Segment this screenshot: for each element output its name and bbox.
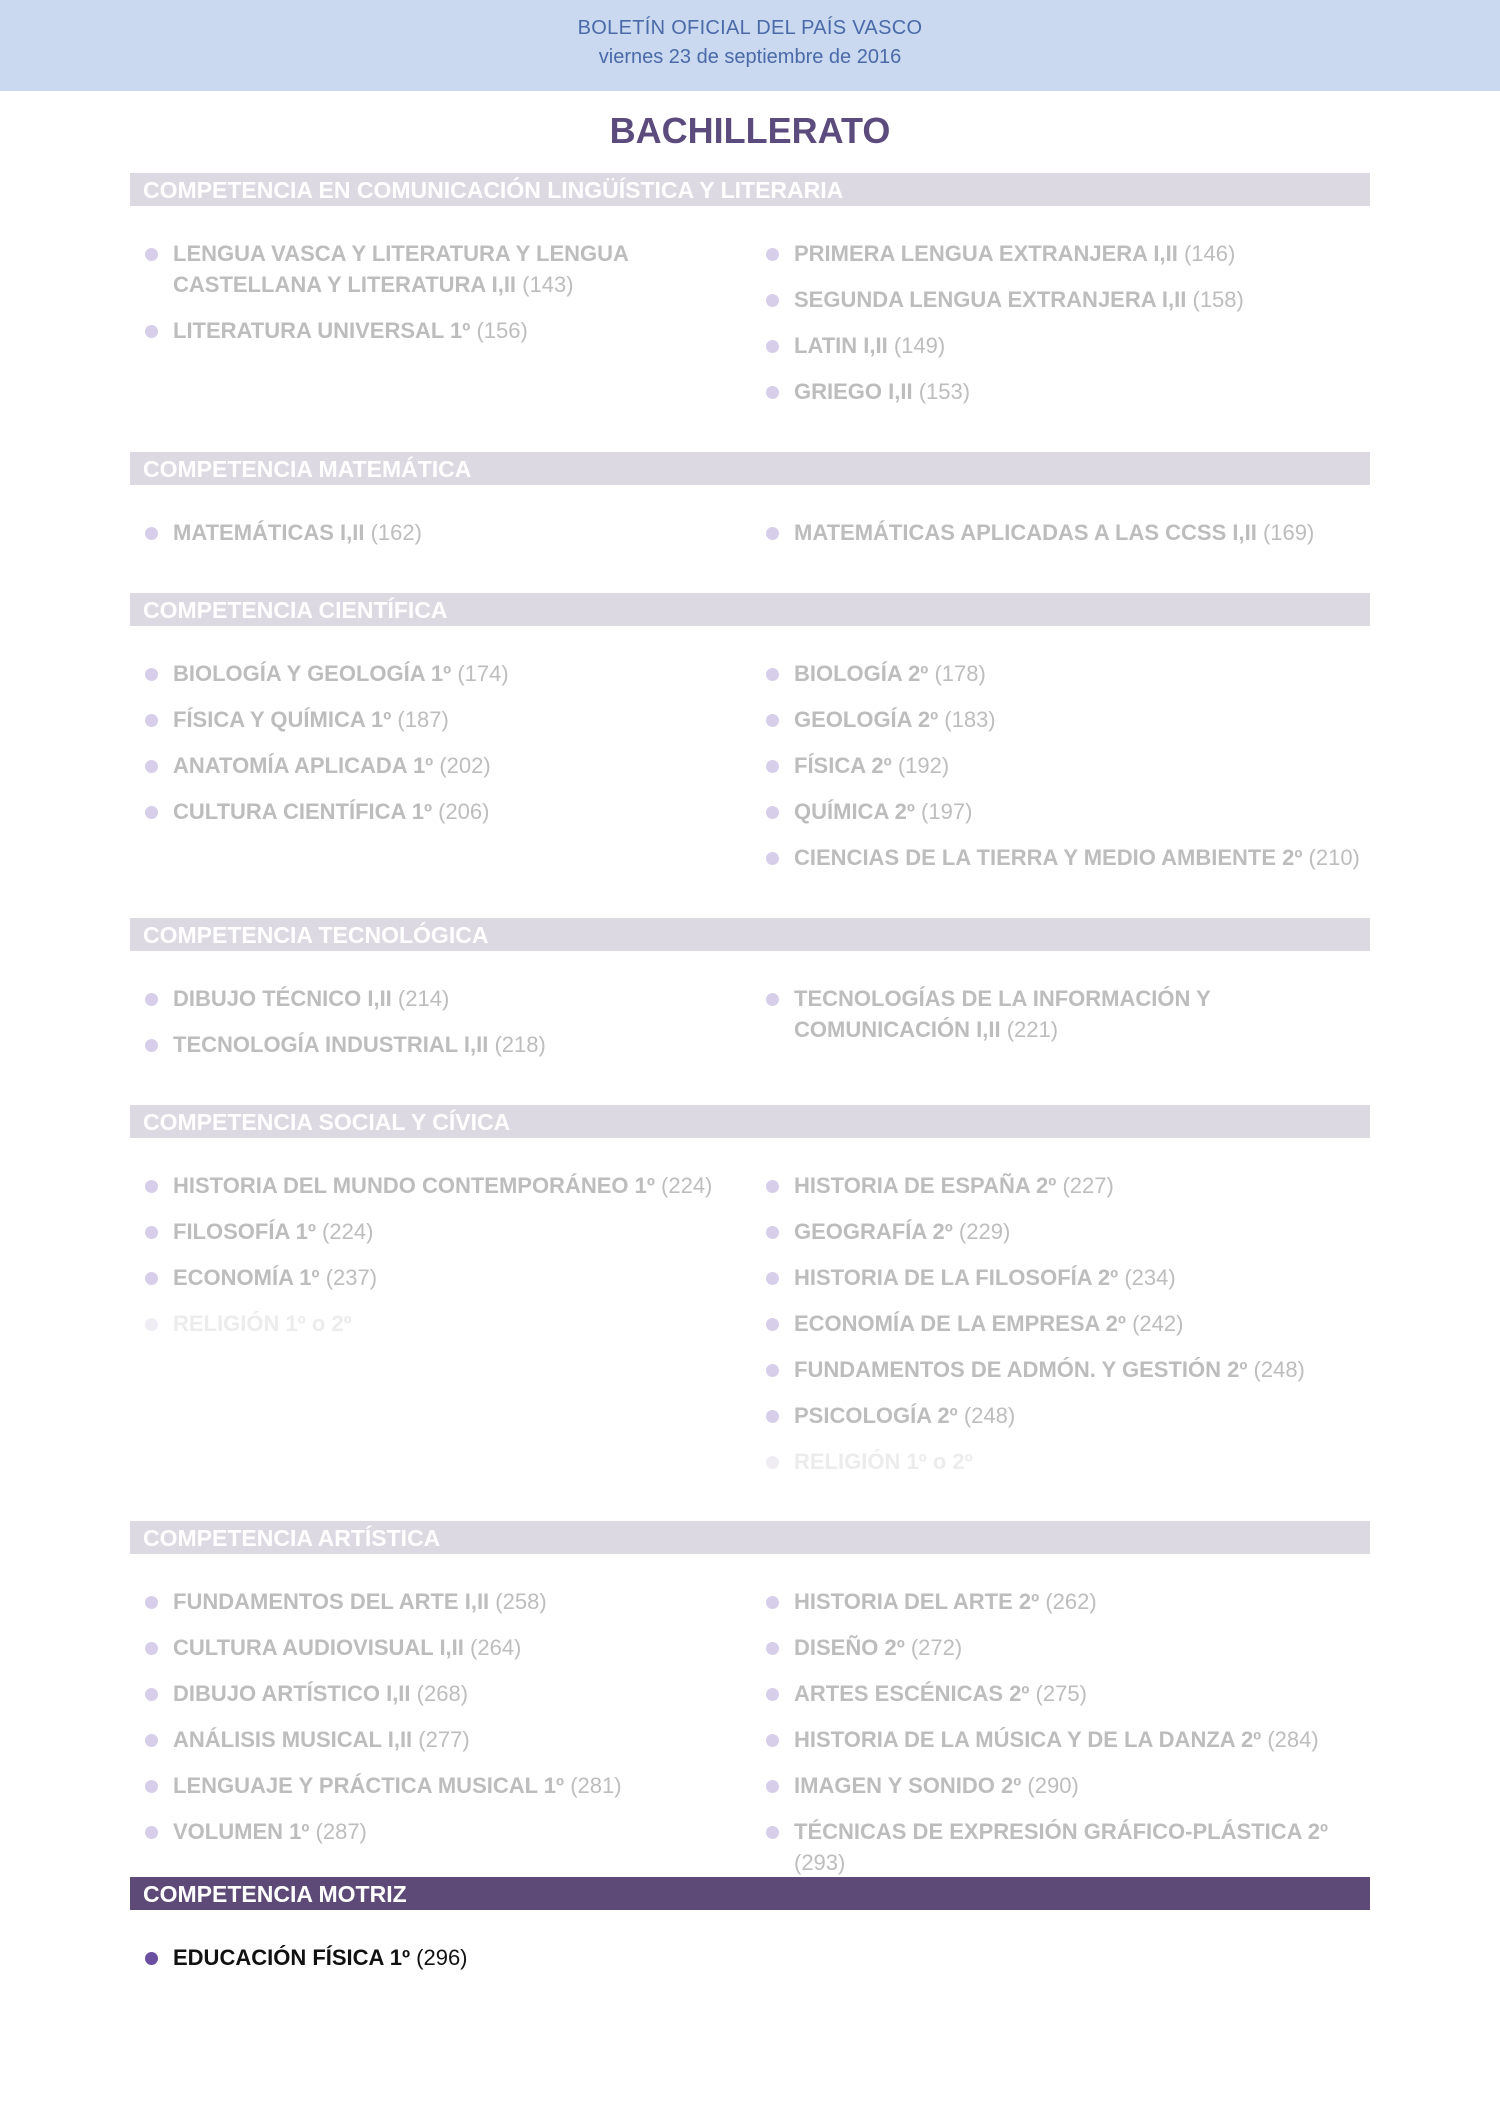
bullet-icon: [145, 1734, 158, 1747]
page-number: (224): [661, 1173, 713, 1198]
subject-item: [145, 658, 755, 689]
subject-item: [766, 704, 1376, 735]
bullet-icon: [145, 248, 158, 261]
subject-item: [145, 1632, 755, 1663]
subject-name: PRIMERA LENGUA EXTRANJERA I,II: [794, 241, 1178, 266]
bullet-icon: [766, 527, 779, 540]
subject-name: CULTURA CIENTÍFICA 1º: [173, 799, 432, 824]
subject-name: TÉCNICAS DE EXPRESIÓN GRÁFICO-PLÁSTICA 2º: [794, 1819, 1329, 1844]
bullet-icon: [145, 1039, 158, 1052]
subject-item: [145, 1678, 755, 1709]
page-number: (143): [522, 272, 574, 297]
page-number: (174): [457, 661, 509, 686]
bullet-icon: [766, 1734, 779, 1747]
bullet-icon: [766, 668, 779, 681]
bullet-icon: [766, 386, 779, 399]
page-number: (287): [315, 1819, 367, 1844]
bullet-icon: [145, 527, 158, 540]
subject-name: GEOLOGÍA 2º: [794, 707, 939, 732]
bullet-icon: [145, 806, 158, 819]
subject-item: [145, 1816, 755, 1847]
subject-list-right: [766, 658, 1376, 888]
page-number: (275): [1035, 1681, 1087, 1706]
bullet-icon: [766, 760, 779, 773]
subject-item: [145, 796, 755, 827]
subject-list-right: [766, 238, 1376, 422]
subject-name: FUNDAMENTOS DE ADMÓN. Y GESTIÓN 2º: [794, 1357, 1248, 1382]
subject-name: MATEMÁTICAS APLICADAS A LAS CCSS I,II: [794, 520, 1257, 545]
bullet-icon: [766, 1364, 779, 1377]
subject-name: ANÁLISIS MUSICAL I,II: [173, 1727, 413, 1752]
page-number: (202): [439, 753, 491, 778]
subject-item: [766, 1446, 1376, 1477]
page-number: (169): [1262, 520, 1315, 545]
subject-item: [145, 517, 755, 548]
subject-item: [145, 238, 755, 300]
bullet-icon: [766, 1318, 779, 1331]
bullet-icon: [766, 806, 779, 819]
subject-item: [766, 1354, 1376, 1385]
bullet-icon: [145, 1272, 158, 1285]
bullet-icon: [145, 993, 158, 1006]
bullet-icon: [145, 1952, 158, 1965]
bullet-icon: [766, 1272, 779, 1285]
subject-item: [766, 1632, 1376, 1663]
subject-item: [766, 842, 1376, 873]
page-number: (242): [1132, 1311, 1184, 1336]
subject-item: [766, 1770, 1376, 1801]
subject-item: [766, 238, 1376, 269]
page-number: (227): [1062, 1173, 1114, 1198]
subject-item: [145, 1586, 755, 1617]
page-number: (156): [476, 318, 528, 343]
page-number: (234): [1124, 1265, 1176, 1290]
page-number: (162): [370, 520, 422, 545]
bullet-icon: [766, 1826, 779, 1839]
bullet-icon: [766, 1780, 779, 1793]
subject-name: QUÍMICA 2º: [794, 799, 915, 824]
page-number: (221): [1006, 1017, 1059, 1042]
subject-item: [145, 1029, 755, 1060]
bullet-icon: [766, 1642, 779, 1655]
page-number: (187): [397, 707, 449, 732]
bullet-icon: [766, 1596, 779, 1609]
page-number: (248): [963, 1403, 1016, 1428]
publication-date: viernes 23 de septiembre de 2016: [598, 46, 902, 68]
page-number: (272): [910, 1635, 963, 1660]
subject-list-right: [766, 517, 1376, 563]
subject-name: EDUCACIÓN FÍSICA 1º: [173, 1945, 411, 1970]
bullet-icon: [145, 325, 158, 338]
subject-name: ARTES ESCÉNICAS 2º: [794, 1681, 1030, 1706]
subject-name: BIOLOGÍA 2º: [794, 661, 929, 686]
subject-name: HISTORIA DE LA FILOSOFÍA 2º: [794, 1265, 1119, 1290]
page-number: (290): [1027, 1773, 1079, 1798]
page-title: BACHILLERATO: [609, 110, 891, 151]
bullet-icon: [145, 1688, 158, 1701]
subject-list-left: [145, 517, 755, 563]
subject-name: MATEMÁTICAS I,II: [173, 520, 365, 545]
page-number: (264): [470, 1635, 522, 1660]
subject-name: LATIN I,II: [794, 333, 888, 358]
bullet-icon: [766, 1226, 779, 1239]
page-number: (229): [958, 1219, 1011, 1244]
subject-name: RELIGIÓN 1º o 2º: [173, 1311, 352, 1336]
subject-list-left: [145, 983, 755, 1075]
subject-name: GRIEGO I,II: [794, 379, 913, 404]
bullet-icon: [766, 1456, 779, 1469]
subject-item: [145, 750, 755, 781]
subject-name: FUNDAMENTOS DEL ARTE I,II: [173, 1589, 490, 1614]
bullet-icon: [145, 1826, 158, 1839]
subject-name: LENGUA VASCA Y LITERATURA Y LENGUA CASTELLANA Y LITERATURA I,II: [173, 241, 629, 297]
subject-name: ANATOMÍA APLICADA 1º: [173, 753, 434, 778]
subject-name: DIBUJO TÉCNICO I,II: [173, 986, 392, 1011]
bullet-icon: [766, 1688, 779, 1701]
section-heading: COMPETENCIA MATEMÁTICA: [130, 452, 1370, 485]
subject-list-right: [766, 983, 1376, 1060]
bullet-icon: [766, 248, 779, 261]
bullet-icon: [766, 852, 779, 865]
section-heading: COMPETENCIA MOTRIZ: [130, 1877, 1370, 1910]
subject-item: [766, 284, 1376, 315]
page-number: (192): [897, 753, 950, 778]
subject-name: HISTORIA DE LA MÚSICA Y DE LA DANZA 2º: [794, 1727, 1262, 1752]
page-number: (214): [397, 986, 450, 1011]
page-number: (210): [1308, 845, 1360, 870]
page-number: (158): [1192, 287, 1244, 312]
subject-item: [145, 1170, 755, 1201]
subject-item: [766, 1724, 1376, 1755]
subject-item: [766, 1308, 1376, 1339]
subject-name: LITERATURA UNIVERSAL 1º: [173, 318, 471, 343]
subject-name: FÍSICA Y QUÍMICA 1º: [173, 707, 392, 732]
subject-item: [766, 1400, 1376, 1431]
subject-item: [766, 517, 1376, 548]
subject-list-right: [766, 1170, 1376, 1492]
page-number: (197): [921, 799, 973, 824]
subject-list-left: [145, 1586, 755, 1862]
subject-list-right: [766, 1586, 1376, 1893]
subject-name: CULTURA AUDIOVISUAL I,II: [173, 1635, 464, 1660]
subject-item: [766, 1816, 1376, 1878]
page-number: (149): [893, 333, 946, 358]
subject-name: TECNOLOGÍA INDUSTRIAL I,II: [173, 1032, 489, 1057]
subject-item: [145, 1216, 755, 1247]
publication-title: BOLETÍN OFICIAL DEL PAÍS VASCO: [577, 17, 923, 39]
page-number: (224): [322, 1219, 374, 1244]
bullet-icon: [766, 714, 779, 727]
page-number: (248): [1253, 1357, 1305, 1382]
subject-name: FÍSICA 2º: [794, 753, 892, 778]
section-heading: COMPETENCIA CIENTÍFICA: [130, 593, 1370, 626]
subject-item: [766, 1586, 1376, 1617]
bullet-icon: [145, 714, 158, 727]
page-number: (277): [418, 1727, 470, 1752]
subject-item: [145, 704, 755, 735]
bullet-icon: [145, 1318, 158, 1331]
bullet-icon: [145, 1596, 158, 1609]
bullet-icon: [145, 760, 158, 773]
subject-list-left: [145, 1170, 755, 1354]
subject-item: [766, 658, 1376, 689]
subject-item: [766, 983, 1376, 1045]
subject-name: GEOGRAFÍA 2º: [794, 1219, 953, 1244]
subject-name: TECNOLOGÍAS DE LA INFORMACIÓN Y COMUNICACIÓN I,II: [794, 986, 1211, 1042]
page-number: (218): [494, 1032, 546, 1057]
subject-name: ECONOMÍA DE LA EMPRESA 2º: [794, 1311, 1126, 1336]
page-number: (237): [325, 1265, 378, 1290]
subject-name: LENGUAJE Y PRÁCTICA MUSICAL 1º: [173, 1773, 565, 1798]
section-heading: COMPETENCIA ARTÍSTICA: [130, 1521, 1370, 1554]
subject-list-left: [145, 658, 755, 842]
bullet-icon: [766, 294, 779, 307]
subject-name: HISTORIA DEL ARTE 2º: [794, 1589, 1040, 1614]
subject-item: [145, 1724, 755, 1755]
subject-name: DISEÑO 2º: [794, 1635, 905, 1660]
subject-item: [766, 376, 1376, 407]
bullet-icon: [145, 1180, 158, 1193]
subject-item: [145, 983, 755, 1014]
section-heading: COMPETENCIA EN COMUNICACIÓN LINGÜÍSTICA Y LITERARIA: [130, 173, 1370, 206]
page-header: [0, 0, 1500, 91]
page-number: (281): [570, 1773, 622, 1798]
bullet-icon: [766, 340, 779, 353]
bullet-icon: [145, 1642, 158, 1655]
subject-name: IMAGEN Y SONIDO 2º: [794, 1773, 1022, 1798]
subject-name: SEGUNDA LENGUA EXTRANJERA I,II: [794, 287, 1187, 312]
page-number: (178): [934, 661, 986, 686]
subject-item: [145, 315, 755, 346]
page-number: (268): [416, 1681, 469, 1706]
subject-name: HISTORIA DEL MUNDO CONTEMPORÁNEO 1º: [173, 1173, 655, 1198]
subject-name: BIOLOGÍA Y GEOLOGÍA 1º: [173, 661, 452, 686]
subject-name: HISTORIA DE ESPAÑA 2º: [794, 1173, 1057, 1198]
page-number: (293): [794, 1850, 846, 1875]
subject-item: [145, 1942, 755, 1973]
subject-name: PSICOLOGÍA 2º: [794, 1403, 958, 1428]
page-number: (296): [416, 1945, 468, 1970]
bullet-icon: [766, 1180, 779, 1193]
subject-item: [145, 1770, 755, 1801]
subject-name: VOLUMEN 1º: [173, 1819, 310, 1844]
subject-item: [766, 1216, 1376, 1247]
page-number: (258): [495, 1589, 547, 1614]
subject-name: CIENCIAS DE LA TIERRA Y MEDIO AMBIENTE 2º: [794, 845, 1303, 870]
subject-item: [766, 750, 1376, 781]
subject-item: [766, 330, 1376, 361]
subject-list-left: [145, 1942, 755, 1988]
section-heading: COMPETENCIA SOCIAL Y CÍVICA: [130, 1105, 1370, 1138]
subject-item: [766, 1262, 1376, 1293]
subject-item: [145, 1262, 755, 1293]
subject-list-left: [145, 238, 755, 361]
bullet-icon: [145, 1226, 158, 1239]
bullet-icon: [766, 1410, 779, 1423]
bullet-icon: [145, 1780, 158, 1793]
page-number: (146): [1183, 241, 1236, 266]
bullet-icon: [766, 993, 779, 1006]
subject-item: [766, 796, 1376, 827]
page-number: (262): [1045, 1589, 1097, 1614]
subject-item: [766, 1170, 1376, 1201]
subject-name: ECONOMÍA 1º: [173, 1265, 320, 1290]
subject-item: [766, 1678, 1376, 1709]
subject-name: FILOSOFÍA 1º: [173, 1219, 316, 1244]
subject-name: RELIGIÓN 1º o 2º: [794, 1449, 973, 1474]
section-heading: COMPETENCIA TECNOLÓGICA: [130, 918, 1370, 951]
page-number: (183): [944, 707, 996, 732]
bullet-icon: [145, 668, 158, 681]
page-number: (284): [1267, 1727, 1319, 1752]
page-number: (206): [438, 799, 490, 824]
subject-name: DIBUJO ARTÍSTICO I,II: [173, 1681, 411, 1706]
subject-item: [145, 1308, 755, 1339]
page-number: (153): [918, 379, 971, 404]
